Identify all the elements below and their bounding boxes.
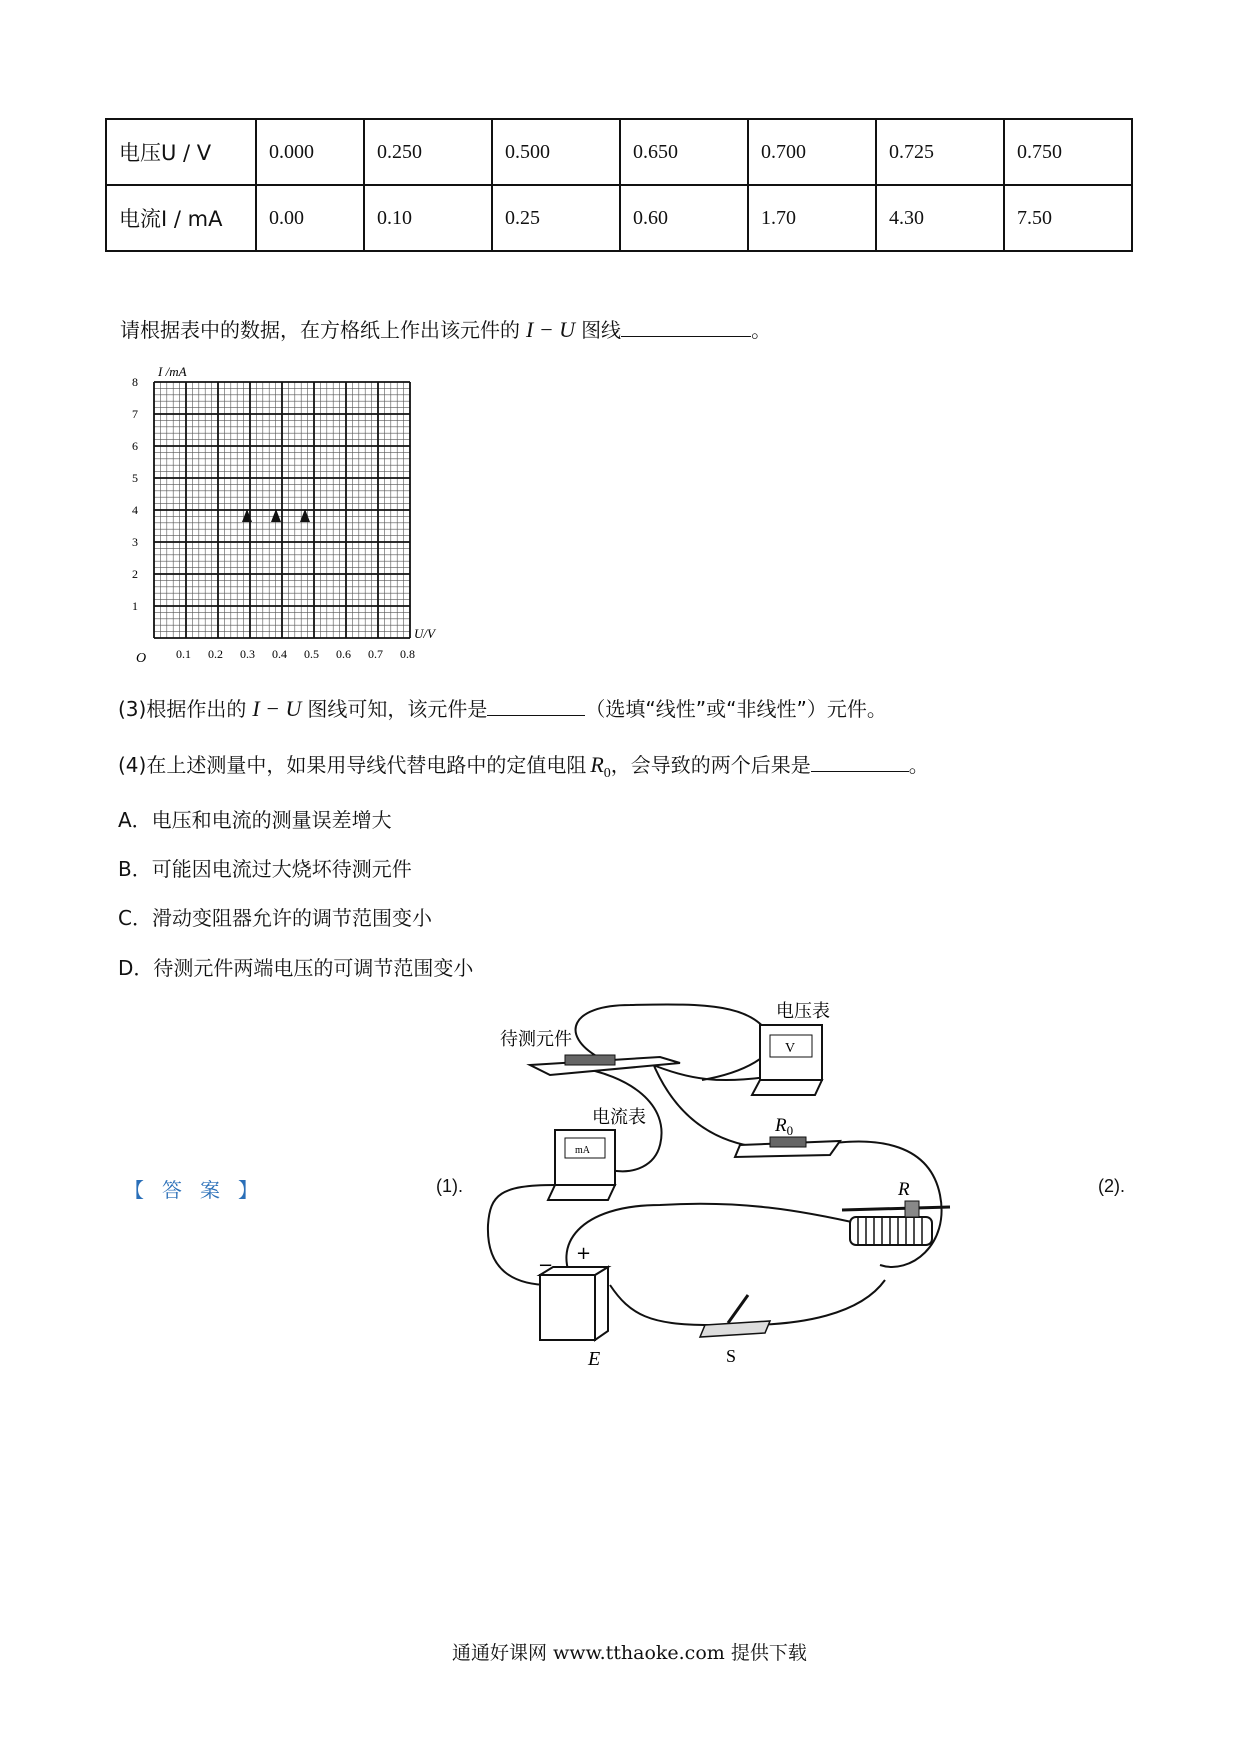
math-iu: I − U [526,317,576,342]
table-row [106,185,1132,251]
x-tick-label: 0.5 [304,647,319,661]
answer-blank[interactable] [811,753,909,772]
arrow-marker [271,509,281,522]
table-cell: 0.10 [364,185,492,251]
answer-part-1: (1). [436,1176,463,1196]
ammeter [548,1130,615,1200]
switch-label: S [726,1346,737,1366]
y-tick-label: 4 [132,503,138,517]
math-r0: R [590,752,604,777]
question-text: （选填“线性”或“非线性”）元件。 [585,697,887,721]
wire [820,1142,942,1267]
x-axis-label: U/V [414,626,435,641]
y-tick-label: 3 [132,535,138,549]
table-cell: 0.25 [492,185,620,251]
table-cell: 0.00 [256,185,364,251]
math-iu: I − U [252,696,302,721]
question-text: (3)根据作出的 [118,697,247,721]
y-tick-label: 7 [132,407,138,421]
y-tick-label: 2 [132,567,138,581]
x-tick-label: 0.3 [240,647,255,661]
wire [566,1204,865,1285]
x-tick-label: 0.4 [272,647,287,661]
subscript: 0 [603,766,611,781]
rheostat [842,1201,950,1245]
option-c[interactable]: C．滑动变阻器允许的调节范围变小 [118,906,432,930]
voltmeter-label: 电压表 [776,1001,830,1022]
voltmeter [752,1025,822,1095]
table-cell: 0.725 [876,119,1004,185]
answer-blank[interactable] [621,318,751,337]
table-cell: 7.50 [1004,185,1132,251]
row-header: 电压U / V [106,119,256,185]
x-tick-label: 0.6 [336,647,351,661]
y-tick-label: 8 [132,375,138,389]
question-text: (4)在上述测量中，如果用导线代替电路中的定值电阻 [118,753,587,777]
option-a[interactable]: A．电压和电流的测量误差增大 [118,808,392,832]
switch [700,1295,770,1337]
r0-label: $R_0$ [775,1115,794,1138]
answer-blank[interactable] [487,697,585,716]
battery-minus: − [538,1255,554,1276]
graph-paper [118,362,448,672]
table-cell: 0.000 [256,119,364,185]
table-cell: 0.750 [1004,119,1132,185]
battery [540,1267,608,1340]
answer-label: 【答案】 [124,1178,276,1202]
row-header: 电流I / mA [106,185,256,251]
footer-text: 通通好课网 www.tthaoke.com 提供下载 [452,1642,807,1664]
x-tick-label: 0.8 [400,647,415,661]
ammeter-label: 电流表 [592,1107,646,1128]
table-cell: 0.650 [620,119,748,185]
circuit-diagram [480,995,1000,1375]
question-plot [120,314,771,343]
period: 。 [751,318,772,342]
battery-label: E [588,1348,601,1370]
question-text: ，会导致的两个后果是 [610,753,811,777]
origin-label: O [136,651,147,666]
table-cell: 1.70 [748,185,876,251]
data-table [105,118,1133,252]
table-cell: 0.60 [620,185,748,251]
answer-part-2: (2). [1098,1176,1125,1196]
question-text: 图线 [581,318,622,342]
table-cell: 0.700 [748,119,876,185]
rheostat-label: R [898,1179,910,1200]
x-tick-label: 0.1 [176,647,191,661]
table-cell: 0.500 [492,119,620,185]
y-axis-label: I /mA [158,364,187,379]
question-4 [118,749,929,782]
period: 。 [908,753,929,777]
y-tick-label: 1 [132,599,138,613]
wire [610,1285,710,1325]
table-row [106,119,1132,185]
option-b[interactable]: B．可能因电流过大烧坏待测元件 [118,857,412,881]
question-text: 图线可知，该元件是 [307,697,488,721]
question-3 [118,693,887,722]
table-cell: 4.30 [876,185,1004,251]
voltmeter-symbol: V [785,1041,796,1056]
resistor-r0 [735,1137,840,1157]
x-tick-label: 0.7 [368,647,383,661]
x-tick-label: 0.2 [208,647,223,661]
y-tick-label: 6 [132,439,138,453]
ammeter-symbol: mA [575,1145,590,1156]
wire [745,1280,885,1325]
battery-plus: + [576,1243,592,1264]
element-label: 待测元件 [500,1029,572,1050]
option-d[interactable]: D．待测元件两端电压的可调节范围变小 [118,956,474,980]
y-tick-label: 5 [132,471,138,485]
table-cell: 0.250 [364,119,492,185]
question-text: 请根据表中的数据，在方格纸上作出该元件的 [120,318,520,342]
